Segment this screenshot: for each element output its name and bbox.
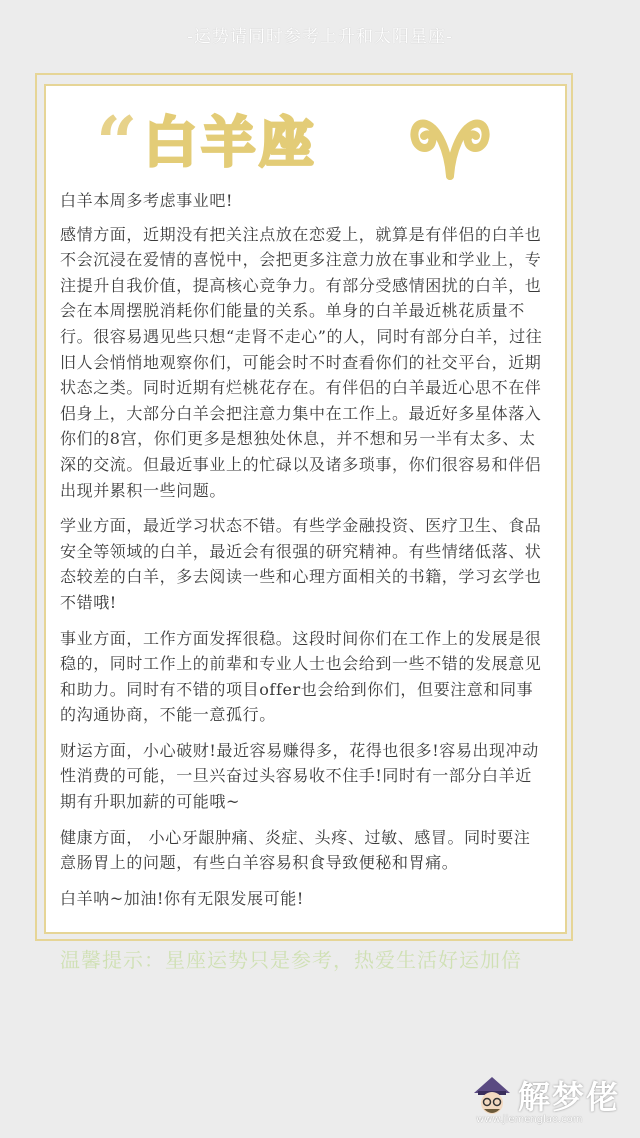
logo-name: 解梦佬 — [518, 1078, 621, 1116]
study-paragraph: 学业方面，最近学习状态不错。有些学金融投资、医疗卫生、食品安全等领域的白羊，最近会有很强的研究精神。有些情绪低落、状态较差的白羊，多去阅读一些和心理方面相关的书籍，学习玄学也不错哦! — [60, 516, 542, 612]
zodiac-title: 白羊座 — [143, 110, 318, 174]
logo-url: www.jiemenglao.com — [476, 1114, 583, 1125]
love-paragraph: 感情方面，近期没有把关注点放在恋爱上，就算是有伴侣的白羊也不会沉浸在爱情的喜悦中，会把更多注意力放在事业和学业上，专注提升自我价值，提高核心竞争力。有部分受感情困扰的白羊，也会在本周摆脱消耗你们能量的关系。单身的白羊最近桃花质量不行。很容易遇见些只想“走肾不走心”的人，同时有部分白羊，过往旧人会悄悄地观察你们，可能会时不时查看你们的社交平台，近期状态之类。同时近期有烂桃花存在。有伴侣的白羊最近心思不在伴侣身上，大部分白羊会把注意力集中在工作上。最近好多星体落入你们的8宫，你们更多是想独处休息，并不想和另一半有太多、太深的交流。但最近事业上的忙碌以及诸多琐事，你们很容易和伴侣出现并累积一些问题。 — [60, 224, 543, 500]
site-logo — [470, 1072, 620, 1118]
health-paragraph: 健康方面， 小心牙龈肿痛、炎症、头疼、过敏、感冒。同时要注意肠胃上的问题，有些白羊容易积食导致便秘和胃痛。 — [60, 827, 531, 873]
heading — [96, 98, 318, 185]
intro-line: 白羊本周多考虑事业吧! — [60, 191, 234, 210]
wealth-paragraph: 财运方面，小心破财!最近容易赚得多，花得也很多!容易出现冲动性消费的可能，一旦兴奋过头容易收不住手!同时有一部分白羊近期有升职加薪的可能哦~ — [60, 740, 539, 812]
career-paragraph: 事业方面，工作方面发挥很稳。这段时间你们在工作上的发展是很稳的，同时工作上的前辈和专业人士也会给到一些不错的发展意见和助力。同时有不错的项目offer也会给到你们，但要注意和同事的沟通协商，不能一意孤行。 — [60, 628, 542, 725]
top-note: -运势请同时参考上升和太阳星座- — [187, 27, 453, 47]
tip-text: 温馨提示：星座运势只是参考，热爱生活好运加倍 — [60, 948, 522, 972]
aries-ram-icon — [408, 110, 492, 180]
mascot-avatar-icon — [470, 1073, 514, 1117]
closing-line: 白羊呐~加油!你有无限发展可能! — [60, 888, 304, 908]
horoscope-content — [60, 188, 546, 921]
quote-mark: “ — [96, 100, 138, 185]
frame-corner-line-left — [35, 73, 37, 941]
